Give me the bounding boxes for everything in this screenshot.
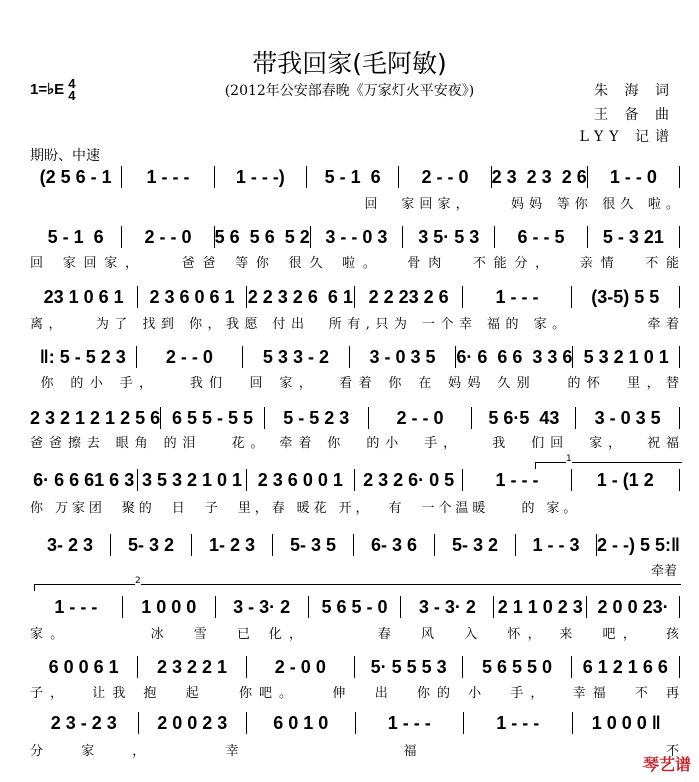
volta-1 xyxy=(535,454,682,469)
measure: 1 - - - xyxy=(146,166,190,187)
measure: 5 6·5 43 xyxy=(488,407,560,428)
volta-2 xyxy=(34,576,681,591)
measure: 2 - - 0 xyxy=(421,166,469,187)
measure: 6· 6 6 6 3 3 6 xyxy=(456,346,573,367)
measure: (3-5) 5 5 xyxy=(591,286,660,307)
measure: 1- 2 3 xyxy=(208,534,256,555)
lyrics-row: 离， 为了 找到 你，我愿 付出 所有,只为 一个幸 福的 家。 牵着 xyxy=(30,317,680,332)
lyrics-row: 回 家回家， 爸爸 等你 很久 啦。 骨肉 不能分， 亲情 不能 xyxy=(30,256,680,271)
measure: 5 6 5 5 0 xyxy=(481,656,552,677)
measure: 3 5 3 2 1 0 1 xyxy=(141,469,243,490)
measure: 2 - - 0 xyxy=(144,226,192,247)
measure: 1 - - - xyxy=(496,712,540,733)
bar-line xyxy=(679,596,680,618)
time-bottom: 4 xyxy=(68,88,76,103)
measure: 6 0 1 0 xyxy=(273,712,329,733)
lyrics-row: 爸爸擦去 眼角 的泪 花。 牵着 你 的小 手， 我 们回 家， 祝福 xyxy=(30,436,680,451)
bar-line xyxy=(679,286,680,308)
measure: 2 3 2 2 1 xyxy=(156,656,228,677)
bar-line xyxy=(679,407,680,429)
measure: 2 2 3 2 6 6 1 xyxy=(247,286,353,307)
measure: 5· 5 5 5 3 xyxy=(370,656,447,677)
composer: 王 备 曲 xyxy=(594,107,675,123)
measure: 1 - - - xyxy=(54,596,98,617)
measure: 6· 6 6 61 6 3 xyxy=(33,469,135,490)
measure: 3 - 3· 2 xyxy=(233,596,291,617)
bar-line xyxy=(679,166,680,188)
measure: 6 0 0 6 1 xyxy=(48,656,119,677)
measure: 2 3 6 0 6 1 xyxy=(149,286,235,307)
watermark-logo: 琴艺谱 xyxy=(642,755,691,774)
volta-1-label: 1 xyxy=(566,454,572,464)
transcriber: LYY 记谱 xyxy=(579,129,675,145)
song-title: 带我回家(毛阿敏) xyxy=(252,49,447,78)
lyrics-row: 你 的小 手， 我们 回 家， 看着 你 在 妈妈 久别 的怀 里，替 xyxy=(30,376,680,391)
measure: 3 5· 5 3 xyxy=(418,226,480,247)
tempo-marking: 期盼、中速 xyxy=(30,148,100,164)
measure: 1 - - 0 xyxy=(609,166,657,187)
lyricist: 朱 海 词 xyxy=(594,83,675,99)
measure: 3 - - 0 3 xyxy=(325,226,388,247)
notation-row xyxy=(30,595,680,619)
measure: 2 2 23 2 6 xyxy=(368,286,449,307)
bar-line xyxy=(679,226,680,248)
bar-line xyxy=(679,656,680,678)
key-label: 1=♭E xyxy=(30,80,65,98)
measure: 5 - 1 6 xyxy=(47,226,104,247)
measure: 2 3 6 0 0 1 xyxy=(257,469,343,490)
measure: 3 - 0 3 5 xyxy=(594,407,661,428)
lyrics-row: 子， 让我 抱 起 你吧。 伸 出 你的 小 手， 幸福 不 再 xyxy=(30,686,680,701)
measure: 6 1 2 1 6 6 xyxy=(582,656,668,677)
measure: 5 3 2 1 0 1 xyxy=(583,346,669,367)
measure: 2 - -) 5 5:‖ xyxy=(597,534,680,555)
measure: 3 - 0 3 5 xyxy=(369,346,436,367)
measure: 6 - - 5 xyxy=(517,226,565,247)
measure: (2 5 6 - 1 xyxy=(39,166,112,187)
notation-row xyxy=(30,165,680,189)
measure: 5- 3 5 xyxy=(289,534,337,555)
notation-row xyxy=(30,655,680,679)
measure: 1 - - -) xyxy=(235,166,285,187)
measure: 1 - - 3 xyxy=(532,534,580,555)
subtitle: (2012年公安部春晚《万家灯火平安夜》) xyxy=(224,83,475,99)
measure: 2 0 0 2 3 xyxy=(157,712,228,733)
notation-row xyxy=(30,711,680,735)
notation-row xyxy=(30,468,680,492)
measure: 3 - 3· 2 xyxy=(418,596,476,617)
measure: 1 - - - xyxy=(495,469,539,490)
measure: 5 6 5 6 5 2 xyxy=(214,226,310,247)
lyrics-row: 回 家回家， 妈妈 等你 很久 啦。 xyxy=(30,197,680,212)
measure: 2 3 2 6· 0 5 xyxy=(363,469,455,490)
measure: 5 6 5 - 0 xyxy=(321,596,388,617)
notation-row xyxy=(30,533,680,557)
measure: 2 3 2 1 2 1 2 5 6 xyxy=(30,407,161,428)
measure: 1 0 0 0 ‖ xyxy=(591,712,661,733)
measure: 1 0 0 0 xyxy=(141,596,197,617)
bar-line xyxy=(679,469,680,491)
measure: 2 - - 0 xyxy=(396,407,444,428)
notation-row xyxy=(30,406,680,430)
measure: 23 1 0 6 1 xyxy=(43,286,124,307)
measure: 2 0 0 23· xyxy=(597,596,669,617)
measure: 1 - - - xyxy=(495,286,539,307)
measure: 5- 3 2 xyxy=(451,534,499,555)
measure: 5 - 3 21 xyxy=(602,226,664,247)
measure: 5 - 5 2 3 xyxy=(283,407,350,428)
lyrics-row: 分家， 幸 福 不 xyxy=(30,744,680,759)
measure: 2 3 2 3 2 6 xyxy=(491,166,587,187)
measure: 5- 3 2 xyxy=(127,534,175,555)
measure: ‖: 5 - 5 2 3 xyxy=(39,346,126,367)
row-lyric-extra: 牵着 xyxy=(650,564,677,579)
lyrics-row: 家。 冰 雪 已 化， 春 风 入 怀， 来 吧， 孩 xyxy=(30,627,680,642)
measure: 5 3 3 - 2 xyxy=(262,346,329,367)
notation-row xyxy=(30,225,680,249)
measure: 1 - (1 2 xyxy=(596,469,654,490)
measure: 2 - 0 0 xyxy=(274,656,326,677)
measure: 3- 2 3 xyxy=(46,534,94,555)
measure: 6- 3 6 xyxy=(370,534,418,555)
measure: 2 1 1 0 2 3 xyxy=(497,596,583,617)
bar-line xyxy=(679,346,680,368)
notation-row xyxy=(30,345,680,369)
measure: 2 - - 0 xyxy=(165,346,213,367)
measure: 5 - 1 6 xyxy=(324,166,381,187)
volta-2-label: 2 xyxy=(135,576,141,586)
measure: 1 - - - xyxy=(387,712,431,733)
measure: 6 5 5 - 5 5 xyxy=(171,407,254,428)
lyrics-row: 你 万家团 聚的 日 子 里，春 暖花 开， 有 一个温暖 的 家。 xyxy=(30,501,680,516)
measure: 2 3 - 2 3 xyxy=(50,712,117,733)
time-top: 4 xyxy=(68,76,76,91)
notation-row xyxy=(30,285,680,309)
